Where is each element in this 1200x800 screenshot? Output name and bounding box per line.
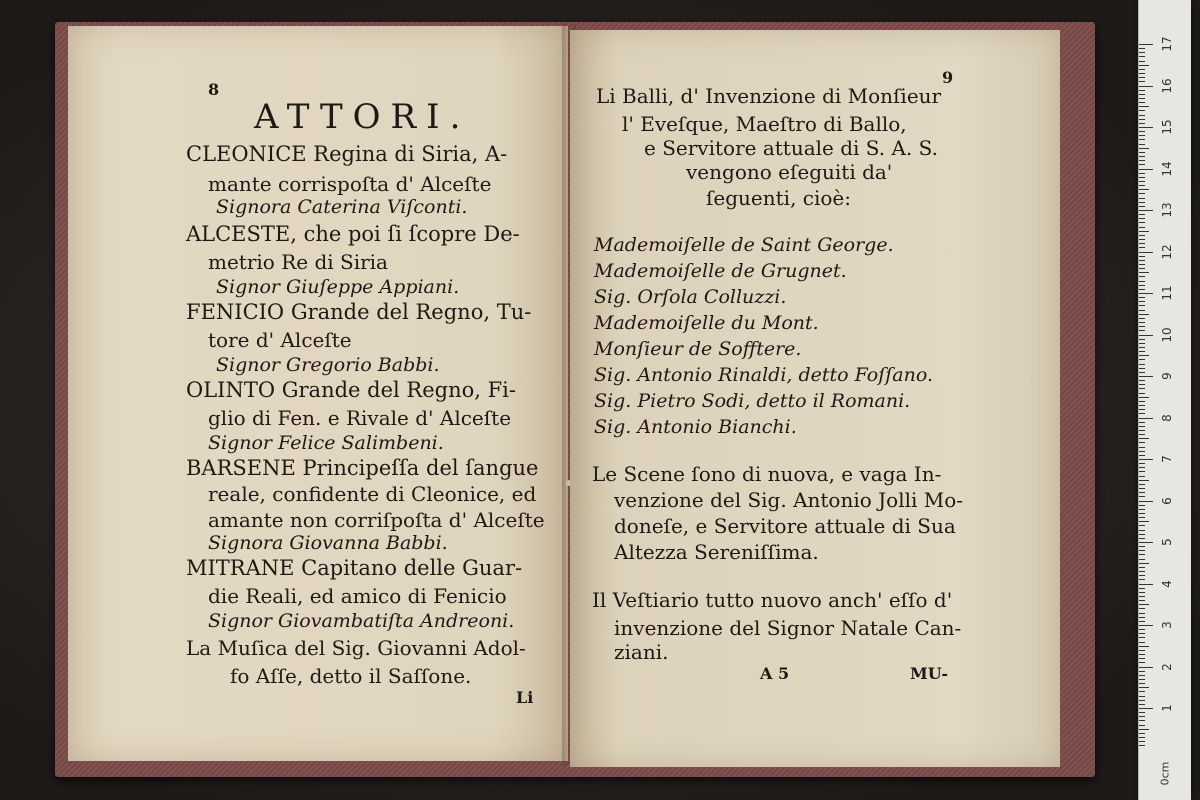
ruler-minor-tick (1139, 567, 1145, 568)
music-credit-cont: fo Aſſe, detto il Saſſone. (230, 664, 472, 688)
scenes-line: doneſe, e Servitore attuale di Sua (614, 514, 956, 538)
ruler-minor-tick (1139, 422, 1145, 423)
ruler-minor-tick (1139, 442, 1145, 443)
ruler-minor-tick (1139, 235, 1145, 236)
ruler-major-tick (1139, 542, 1153, 543)
ruler-major-tick (1139, 584, 1153, 585)
intro-line: e Servitore attuale di S. A. S. (644, 136, 938, 160)
ruler-major-tick (1139, 376, 1153, 377)
ruler-major-tick (1139, 459, 1153, 460)
ruler-major-tick (1139, 335, 1153, 336)
ruler-minor-tick (1139, 218, 1145, 219)
ruler-minor-tick (1139, 177, 1145, 178)
ruler-minor-tick (1139, 289, 1145, 290)
ruler-minor-tick (1139, 513, 1145, 514)
ruler-minor-tick (1139, 691, 1145, 692)
intro-line: vengono eſeguiti da' (686, 160, 893, 184)
ruler-major-tick (1139, 501, 1153, 502)
ruler-minor-tick (1139, 642, 1145, 643)
ruler-minor-tick (1139, 380, 1145, 381)
ruler-minor-tick (1139, 202, 1145, 203)
ruler-minor-tick (1139, 189, 1149, 190)
right-page (570, 30, 1060, 767)
ruler-minor-tick (1139, 737, 1145, 738)
dancer: Sig. Antonio Rinaldi, detto Foſſano. (594, 364, 934, 386)
ruler-minor-tick (1139, 745, 1145, 746)
ruler-minor-tick (1139, 214, 1145, 215)
ruler-minor-tick (1139, 476, 1145, 477)
ruler-minor-tick (1139, 48, 1145, 49)
ruler-minor-tick (1139, 712, 1145, 713)
cast-role-cont: mante corrispoſta d' Alceſte (208, 172, 492, 196)
ruler-minor-tick (1139, 451, 1145, 452)
ruler-number: 14 (1160, 160, 1174, 177)
dancer: Sig. Orſola Colluzzi. (594, 286, 787, 308)
ruler-minor-tick (1139, 152, 1145, 153)
cast-role-cont: tore d' Alceſte (208, 328, 352, 352)
ruler-minor-tick (1139, 330, 1145, 331)
ruler-minor-tick (1139, 384, 1145, 385)
ruler-minor-tick (1139, 613, 1145, 614)
dancer: Sig. Antonio Bianchi. (594, 416, 797, 438)
ruler-minor-tick (1139, 372, 1145, 373)
cast-role: BARSENE Principeſſa del ſangue (186, 456, 539, 480)
ruler-number: 10 (1160, 326, 1174, 343)
ruler-minor-tick (1139, 546, 1145, 547)
ruler-minor-tick (1139, 123, 1145, 124)
cast-actor: Signor Felice Salimbeni. (208, 432, 444, 454)
ruler-minor-tick (1139, 144, 1145, 145)
ruler-minor-tick (1139, 397, 1149, 398)
ruler-minor-tick (1139, 181, 1145, 182)
ruler-minor-tick (1139, 538, 1145, 539)
ruler-minor-tick (1139, 401, 1145, 402)
ruler-minor-tick (1139, 617, 1145, 618)
ruler-minor-tick (1139, 637, 1145, 638)
ruler-number: 12 (1160, 243, 1174, 260)
cast-actor: Signora Giovanna Babbi. (208, 532, 448, 554)
costumes-line: ziani. (614, 640, 669, 664)
ruler-minor-tick (1139, 725, 1145, 726)
ruler-minor-tick (1139, 247, 1145, 248)
ruler-minor-tick (1139, 264, 1145, 265)
signature-mark: A 5 (760, 664, 790, 683)
ruler-minor-tick (1139, 285, 1145, 286)
ruler-minor-tick (1139, 455, 1145, 456)
ruler-minor-tick (1139, 193, 1145, 194)
dancer: Mademoiſelle de Saint George. (594, 234, 894, 256)
ruler-number: 2 (1160, 662, 1174, 671)
ruler-number: 11 (1160, 285, 1174, 301)
ruler-minor-tick (1139, 554, 1145, 555)
ruler-minor-tick (1139, 52, 1145, 53)
ruler-minor-tick (1139, 148, 1149, 149)
ruler-minor-tick (1139, 98, 1145, 99)
ruler-minor-tick (1139, 696, 1145, 697)
ruler-minor-tick (1139, 434, 1145, 435)
ruler-minor-tick (1139, 596, 1145, 597)
ruler-minor-tick (1139, 314, 1149, 315)
ruler-minor-tick (1139, 683, 1145, 684)
ruler-minor-tick (1139, 119, 1145, 120)
ruler-minor-tick (1139, 559, 1145, 560)
ruler-minor-tick (1139, 534, 1145, 535)
ruler-minor-tick (1139, 185, 1145, 186)
ruler-number: 1 (1160, 704, 1174, 712)
ruler-minor-tick (1139, 438, 1149, 439)
scenes-line: venzione del Sig. Antonio Jolli Mo- (614, 488, 964, 512)
ruler-minor-tick (1139, 239, 1145, 240)
ruler-major-tick (1139, 293, 1153, 294)
ruler-minor-tick (1139, 322, 1145, 323)
ruler-major-tick (1139, 44, 1153, 45)
cast-actor: Signor Giovambatiſta Andreoni. (208, 610, 515, 632)
ruler-minor-tick (1139, 110, 1145, 111)
catchword: MU- (910, 664, 949, 683)
ruler-minor-tick (1139, 480, 1149, 481)
cast-role: FENICIO Grande del Regno, Tu- (186, 300, 532, 324)
ruler-minor-tick (1139, 364, 1145, 365)
ruler-minor-tick (1139, 305, 1145, 306)
ruler-minor-tick (1139, 704, 1145, 705)
ruler-minor-tick (1139, 741, 1145, 742)
scenes-line: Altezza Sereniſſima. (614, 540, 819, 564)
ruler-minor-tick (1139, 297, 1145, 298)
ruler-number: 4 (1160, 579, 1174, 588)
cast-role: CLEONICE Regina di Siria, A- (186, 142, 508, 166)
ruler-major-tick (1139, 86, 1153, 87)
ruler-minor-tick (1139, 156, 1145, 157)
page-heading: ATTORI. (254, 97, 471, 137)
ruler-minor-tick (1139, 716, 1145, 717)
ruler-minor-tick (1139, 463, 1145, 464)
ruler-major-tick (1139, 127, 1153, 128)
ruler-minor-tick (1139, 276, 1145, 277)
ruler-minor-tick (1139, 56, 1145, 57)
ruler-minor-tick (1139, 90, 1145, 91)
ruler-minor-tick (1139, 505, 1145, 506)
ruler-minor-tick (1139, 650, 1145, 651)
ruler-minor-tick (1139, 281, 1145, 282)
ruler-minor-tick (1139, 608, 1145, 609)
intro-line: ſeguenti, cioè: (706, 186, 851, 210)
ruler-minor-tick (1139, 621, 1145, 622)
ruler-major-tick (1139, 667, 1153, 668)
ruler-minor-tick (1139, 222, 1145, 223)
cast-role: OLINTO Grande del Regno, Fi- (186, 378, 516, 402)
ruler-minor-tick (1139, 243, 1145, 244)
ruler-minor-tick (1139, 355, 1149, 356)
ruler-minor-tick (1139, 471, 1145, 472)
cast-role: MITRANE Capitano delle Guar- (186, 556, 523, 580)
ruler-minor-tick (1139, 492, 1145, 493)
cast-role: ALCESTE, che poi ſi ſcopre De- (186, 222, 520, 246)
dancer: Mademoiſelle du Mont. (594, 312, 819, 334)
costumes-line: invenzione del Signor Natale Can- (614, 616, 962, 640)
ruler-minor-tick (1139, 359, 1145, 360)
ruler-minor-tick (1139, 409, 1145, 410)
ruler-minor-tick (1139, 260, 1145, 261)
ruler-number: 15 (1160, 119, 1174, 135)
costumes-line: Il Veſtiario tutto nuovo anch' eſſo d' (592, 588, 953, 612)
intro-line: Li Balli, d' Invenzione di Monſieur (596, 84, 942, 108)
ruler-minor-tick (1139, 173, 1145, 174)
ruler-minor-tick (1139, 139, 1145, 140)
ruler-minor-tick (1139, 94, 1145, 95)
ruler-minor-tick (1139, 633, 1145, 634)
cast-role-cont: reale, confidente di Cleonice, ed (208, 482, 537, 506)
ruler-minor-tick (1139, 530, 1145, 531)
ruler-minor-tick (1139, 488, 1145, 489)
ruler-minor-tick (1139, 729, 1149, 730)
ruler-major-tick (1139, 418, 1153, 419)
cast-role-cont: die Reali, ed amico di Fenicio (208, 584, 507, 608)
ruler-minor-tick (1139, 550, 1145, 551)
ruler-minor-tick (1139, 700, 1145, 701)
ruler-minor-tick (1139, 679, 1145, 680)
ruler-minor-tick (1139, 521, 1149, 522)
ruler-minor-tick (1139, 629, 1145, 630)
ruler-minor-tick (1139, 646, 1149, 647)
ruler-major-tick (1139, 708, 1153, 709)
cast-role-cont: amante non corriſpoſta d' Alceſte (208, 508, 545, 532)
ruler-minor-tick (1139, 575, 1145, 576)
ruler-minor-tick (1139, 592, 1145, 593)
scale-ruler (1138, 0, 1191, 800)
ruler-minor-tick (1139, 571, 1145, 572)
ruler-minor-tick (1139, 102, 1145, 103)
ruler-major-tick (1139, 210, 1153, 211)
intro-line: l' Eveſque, Maeſtro di Ballo, (622, 112, 907, 136)
catchword: Li (516, 688, 534, 707)
ruler-minor-tick (1139, 73, 1145, 74)
ruler-minor-tick (1139, 447, 1145, 448)
cast-actor: Signora Caterina Viſconti. (216, 196, 468, 218)
ruler-minor-tick (1139, 662, 1145, 663)
ruler-minor-tick (1139, 272, 1149, 273)
ruler-minor-tick (1139, 318, 1145, 319)
page-number-right: 9 (942, 68, 954, 87)
ruler-minor-tick (1139, 61, 1145, 62)
scenes-line: Le Scene ſono di nuova, e vaga In- (592, 462, 942, 486)
ruler-minor-tick (1139, 687, 1149, 688)
ruler-minor-tick (1139, 733, 1145, 734)
ruler-unit: 0cm (1158, 761, 1172, 786)
dancer: Sig. Pietro Sodi, detto il Romani. (594, 390, 911, 412)
ruler-number: 13 (1160, 202, 1174, 218)
ruler-minor-tick (1139, 675, 1145, 676)
ruler-minor-tick (1139, 301, 1145, 302)
ruler-major-tick (1139, 169, 1153, 170)
page-number-left: 8 (208, 80, 220, 99)
ruler-minor-tick (1139, 65, 1149, 66)
ruler-minor-tick (1139, 310, 1145, 311)
ruler-minor-tick (1139, 588, 1145, 589)
ruler-major-tick (1139, 252, 1153, 253)
ruler-minor-tick (1139, 131, 1145, 132)
ruler-minor-tick (1139, 388, 1145, 389)
ruler-minor-tick (1139, 654, 1145, 655)
ruler-minor-tick (1139, 671, 1145, 672)
ruler-minor-tick (1139, 368, 1145, 369)
ruler-minor-tick (1139, 604, 1149, 605)
ruler-minor-tick (1139, 81, 1145, 82)
ruler-minor-tick (1139, 658, 1145, 659)
ruler-minor-tick (1139, 467, 1145, 468)
ruler-minor-tick (1139, 484, 1145, 485)
ruler-minor-tick (1139, 426, 1145, 427)
ruler-minor-tick (1139, 600, 1145, 601)
ruler-minor-tick (1139, 563, 1149, 564)
ruler-major-tick (1139, 625, 1153, 626)
ruler-minor-tick (1139, 343, 1145, 344)
ruler-number: 7 (1160, 455, 1174, 463)
ruler-minor-tick (1139, 164, 1145, 165)
cast-role-cont: metrio Re di Siria (208, 250, 388, 274)
dancer: Monſieur de Sofftere. (594, 338, 802, 360)
ruler-minor-tick (1139, 430, 1145, 431)
ruler-minor-tick (1139, 135, 1145, 136)
ruler-number: 17 (1160, 36, 1174, 52)
ruler-minor-tick (1139, 115, 1145, 116)
ruler-minor-tick (1139, 106, 1149, 107)
ruler-minor-tick (1139, 206, 1145, 207)
ruler-minor-tick (1139, 198, 1145, 199)
music-credit: La Muſica del Sig. Giovanni Adol- (186, 636, 526, 660)
ruler-number: 8 (1160, 413, 1174, 422)
ruler-minor-tick (1139, 509, 1145, 510)
ruler-minor-tick (1139, 351, 1145, 352)
left-page (68, 26, 568, 761)
ruler-number: 3 (1160, 621, 1174, 629)
cast-actor: Signor Giuſeppe Appiani. (216, 276, 460, 298)
ruler-minor-tick (1139, 525, 1145, 526)
ruler-minor-tick (1139, 69, 1145, 70)
ruler-number: 9 (1160, 372, 1174, 380)
ruler-number: 6 (1160, 496, 1174, 505)
ruler-minor-tick (1139, 405, 1145, 406)
ruler-minor-tick (1139, 326, 1145, 327)
ruler-minor-tick (1139, 231, 1149, 232)
ruler-minor-tick (1139, 77, 1145, 78)
ruler-minor-tick (1139, 256, 1145, 257)
dancer: Mademoiſelle de Grugnet. (594, 260, 847, 282)
ruler-minor-tick (1139, 720, 1145, 721)
ruler-number: 16 (1160, 77, 1174, 94)
ruler-minor-tick (1139, 227, 1145, 228)
cast-role-cont: glio di Fen. e Rivale d' Alceſte (208, 406, 512, 430)
ruler-number: 5 (1160, 538, 1174, 546)
ruler-minor-tick (1139, 496, 1145, 497)
ruler-minor-tick (1139, 517, 1145, 518)
ruler-minor-tick (1139, 413, 1145, 414)
ruler-minor-tick (1139, 268, 1145, 269)
ruler-minor-tick (1139, 160, 1145, 161)
ruler-minor-tick (1139, 579, 1145, 580)
ruler-minor-tick (1139, 347, 1145, 348)
cast-actor: Signor Gregorio Babbi. (216, 354, 440, 376)
ruler-minor-tick (1139, 339, 1145, 340)
ruler-minor-tick (1139, 393, 1145, 394)
